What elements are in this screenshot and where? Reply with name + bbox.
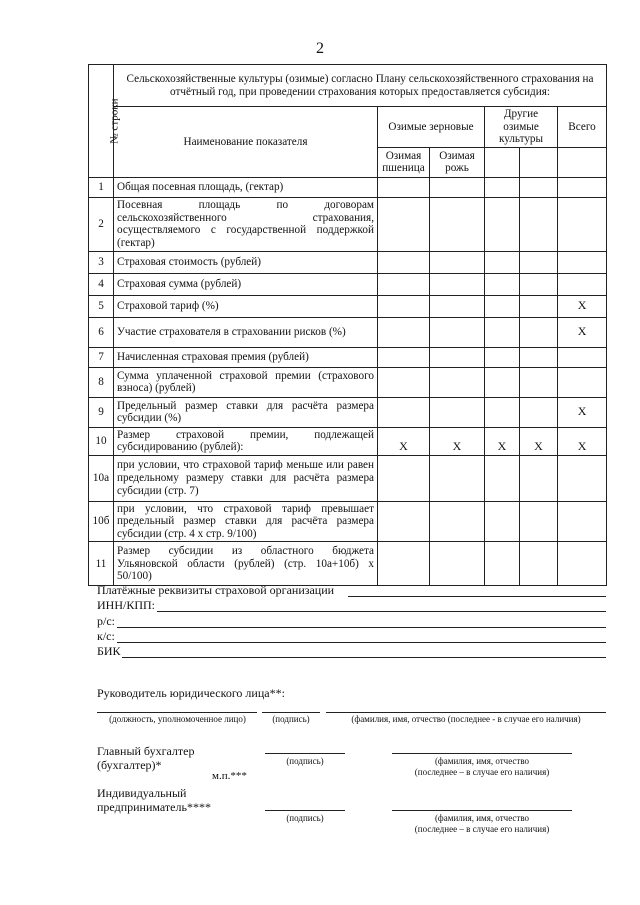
table-row: [89, 251, 607, 273]
row-number: 2: [89, 197, 114, 251]
value-cell: [558, 501, 607, 542]
value-cell: [558, 251, 607, 273]
inn-label: ИНН/КПП:: [97, 598, 156, 612]
value-cell: [378, 295, 430, 317]
value-cell: [430, 397, 485, 427]
value-cell: [430, 295, 485, 317]
empty-header-cell: [558, 147, 607, 177]
indicator-name: Предельный размер ставки для расчёта размера субсидии (%): [114, 397, 378, 427]
winter-wheat-header: Озимая пшеница: [378, 147, 430, 177]
head-position-line: [97, 712, 257, 713]
value-cell: [520, 367, 558, 397]
table-title: Сельскохозяйственные культуры (озимые) согласно Плану сельскохозяйственного страхования на отчётный год, при проведении страхования которых предоставляется субсидия:: [114, 65, 607, 107]
entrepreneur-label: Индивидуальный предприниматель****: [97, 786, 211, 815]
empty-header-cell: [485, 147, 520, 177]
value-cell: X: [558, 427, 607, 455]
table-row: [89, 197, 607, 251]
entrepreneur-sign-line: [265, 810, 345, 811]
head-label: Руководитель юридического лица**:: [97, 686, 285, 700]
value-cell: [430, 177, 485, 197]
indicator-name: Участие страхователя в страховании рисков (%): [114, 317, 378, 347]
value-cell: [378, 177, 430, 197]
value-cell: [378, 251, 430, 273]
value-cell: [520, 397, 558, 427]
table-row: [89, 397, 607, 427]
row-number: 8: [89, 367, 114, 397]
table-row: [89, 501, 607, 542]
value-cell: [485, 177, 520, 197]
value-cell: [558, 542, 607, 586]
value-cell: [520, 273, 558, 295]
value-cell: [558, 197, 607, 251]
value-cell: [485, 501, 520, 542]
value-cell: [378, 501, 430, 542]
value-cell: [558, 273, 607, 295]
other-crops-header: Другие озимые культуры: [485, 107, 558, 148]
value-cell: [430, 367, 485, 397]
value-cell: [378, 317, 430, 347]
inn-line: [157, 611, 606, 612]
value-cell: [520, 455, 558, 501]
row-number: 1: [89, 177, 114, 197]
entrepreneur-fio-caption-1: (фамилия, имя, отчество: [434, 813, 530, 823]
value-cell: [485, 397, 520, 427]
value-cell: [485, 542, 520, 586]
value-cell: [520, 251, 558, 273]
value-cell: [430, 542, 485, 586]
accountant-fio-line: [392, 753, 572, 754]
table-row: [89, 542, 607, 586]
value-cell: [558, 347, 607, 367]
table-row: [89, 295, 607, 317]
table-row: [89, 455, 607, 501]
entrepreneur-fio-caption-2: (последнее – в случае его наличия): [414, 824, 550, 834]
value-cell: X: [430, 427, 485, 455]
row-number: 7: [89, 347, 114, 367]
head-fio-line: [326, 712, 606, 713]
value-cell: [520, 317, 558, 347]
row-number: 3: [89, 251, 114, 273]
value-cell: [485, 251, 520, 273]
value-cell: X: [558, 397, 607, 427]
value-cell: X: [520, 427, 558, 455]
value-cell: [485, 273, 520, 295]
value-cell: [520, 347, 558, 367]
value-cell: [378, 367, 430, 397]
value-cell: [430, 273, 485, 295]
value-cell: [485, 347, 520, 367]
value-cell: [485, 367, 520, 397]
value-cell: [378, 397, 430, 427]
value-cell: [520, 197, 558, 251]
subsidy-table: [88, 64, 607, 586]
winter-rye-header: Озимая рожь: [430, 147, 485, 177]
row-number: 6: [89, 317, 114, 347]
value-cell: [378, 273, 430, 295]
value-cell: [430, 455, 485, 501]
bik-label: БИК: [97, 644, 121, 658]
row-number: 9: [89, 397, 114, 427]
value-cell: [520, 177, 558, 197]
value-cell: [485, 455, 520, 501]
value-cell: [378, 197, 430, 251]
entrepreneur-sign-caption: (подпись): [286, 813, 324, 823]
value-cell: X: [558, 295, 607, 317]
value-cell: [430, 197, 485, 251]
table-row: [89, 177, 607, 197]
indicator-name: Страховая сумма (рублей): [114, 273, 378, 295]
accountant-fio-caption-1: (фамилия, имя, отчество: [434, 756, 530, 766]
head-position-caption: (должность, уполномоченное лицо): [109, 714, 246, 724]
indicator-name: при условии, что страховой тариф превышает предельный размер ставки для расчёта размера субсидии (стр. 4 х стр. 9/100): [114, 501, 378, 542]
table-row: [89, 427, 607, 455]
stamp-label: м.п.***: [212, 770, 247, 782]
value-cell: [485, 197, 520, 251]
value-cell: [378, 542, 430, 586]
ks-label: к/с:: [97, 629, 115, 643]
chief-accountant-label: Главный бухгалтер (бухгалтер)*: [97, 744, 195, 773]
page-number: 2: [316, 40, 324, 57]
value-cell: [558, 367, 607, 397]
indicator-name: Размер субсидии из областного бюджета Ульяновской области (рублей) (стр. 10а+10б) х 50/100): [114, 542, 378, 586]
empty-header-cell: [520, 147, 558, 177]
row-number: 10а: [89, 455, 114, 501]
indicator-name: Сумма уплаченной страховой премии (страхового взноса) (рублей): [114, 367, 378, 397]
accountant-fio-caption-2: (последнее – в случае его наличия): [414, 767, 550, 777]
value-cell: [485, 295, 520, 317]
row-number: 10: [89, 427, 114, 455]
entrepreneur-fio-line: [392, 810, 572, 811]
value-cell: [430, 501, 485, 542]
value-cell: X: [378, 427, 430, 455]
value-cell: [378, 347, 430, 367]
value-cell: [430, 347, 485, 367]
value-cell: [378, 455, 430, 501]
row-number: 11: [89, 542, 114, 586]
table-row: [89, 317, 607, 347]
head-fio-caption: (фамилия, имя, отчество (последнее - в случае его наличия): [351, 714, 581, 724]
head-sign-line: [262, 712, 320, 713]
indicator-name: Страховой тариф (%): [114, 295, 378, 317]
value-cell: X: [485, 427, 520, 455]
payment-line: [348, 596, 606, 597]
payment-requisites: Платёжные реквизиты страховой организации: [97, 583, 335, 597]
value-cell: [558, 455, 607, 501]
indicator-name: Начисленная страховая премия (рублей): [114, 347, 378, 367]
table-row: [89, 367, 607, 397]
indicator-name: при условии, что страховой тариф меньше или равен предельному размеру ставки для расчёта размера субсидии (стр. 7): [114, 455, 378, 501]
value-cell: [430, 317, 485, 347]
indicator-name: Посевная площадь по договорам сельскохозяйственного страхования, осуществляемого с государственной поддержкой (гектар): [114, 197, 378, 251]
head-sign-caption: (подпись): [272, 714, 310, 724]
indicator-name: Страховая стоимость (рублей): [114, 251, 378, 273]
bik-line: [122, 657, 606, 658]
value-cell: [430, 251, 485, 273]
row-number: 5: [89, 295, 114, 317]
row-number: 10б: [89, 501, 114, 542]
indicator-header: Наименование показателя: [114, 107, 378, 178]
table-row: [89, 273, 607, 295]
accountant-sign-line: [265, 753, 345, 754]
value-cell: [520, 542, 558, 586]
value-cell: X: [558, 317, 607, 347]
value-cell: [520, 501, 558, 542]
indicator-name: Общая посевная площадь, (гектар): [114, 177, 378, 197]
rs-label: р/с:: [97, 614, 115, 628]
value-cell: [520, 295, 558, 317]
rownum-header: № строки: [89, 65, 114, 178]
indicator-name: Размер страховой премии, подлежащей субсидированию (рублей):: [114, 427, 378, 455]
rs-line: [117, 627, 606, 628]
total-header: Всего: [558, 107, 607, 148]
accountant-sign-caption: (подпись): [286, 756, 324, 766]
ks-line: [117, 642, 606, 643]
row-number: 4: [89, 273, 114, 295]
winter-grain-header: Озимые зерновые: [378, 107, 485, 148]
value-cell: [558, 177, 607, 197]
value-cell: [485, 317, 520, 347]
table-row: [89, 347, 607, 367]
